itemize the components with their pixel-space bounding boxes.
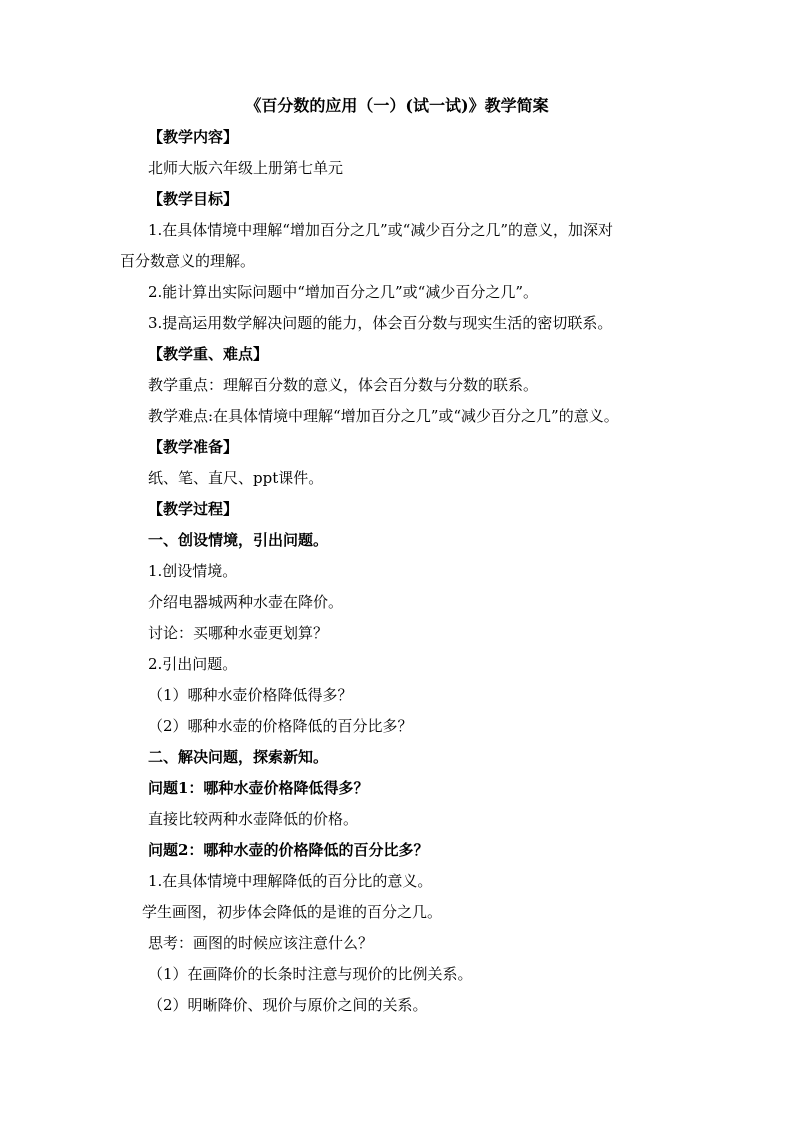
paragraph-line: 讨论：买哪种水壶更划算？ xyxy=(148,624,329,642)
paragraph-line: 2.能计算出实际问题中“增加百分之几”或“减少百分之几”。 xyxy=(148,283,538,301)
paragraph-line: 北师大版六年级上册第七单元 xyxy=(148,159,344,177)
document-title: 《百分数的应用（一）(试一试)》教学简案 xyxy=(245,96,549,115)
paragraph-line: （1）哪种水壶价格降低得多？ xyxy=(148,686,353,704)
heading-teaching-process: 【教学过程】 xyxy=(148,500,239,518)
paragraph-line: 百分数意义的理解。 xyxy=(120,252,256,270)
question-heading: 问题2：哪种水壶的价格降低的百分比多？ xyxy=(148,841,429,859)
heading-key-points: 【教学重、难点】 xyxy=(148,345,269,363)
paragraph-line: 纸、笔、直尺、ppt课件。 xyxy=(148,469,324,487)
paragraph-line: 教学重点：理解百分数的意义，体会百分数与分数的联系。 xyxy=(148,376,539,394)
paragraph-line: （2）哪种水壶的价格降低的百分比多？ xyxy=(148,717,413,735)
section-heading: 一、创设情境，引出问题。 xyxy=(148,531,329,549)
paragraph-line: （2）明晰降价、现价与原价之间的关系。 xyxy=(148,996,428,1014)
heading-teaching-goals: 【教学目标】 xyxy=(148,190,239,208)
paragraph-line: 1.在具体情境中理解降低的百分比的意义。 xyxy=(148,872,433,890)
paragraph-line: 直接比较两种水壶降低的价格。 xyxy=(148,810,359,828)
paragraph-line: 思考：画图的时候应该注意什么？ xyxy=(148,934,374,952)
heading-preparation: 【教学准备】 xyxy=(148,438,239,456)
paragraph-line: 3.提高运用数学解决问题的能力，体会百分数与现实生活的密切联系。 xyxy=(148,314,613,332)
paragraph-line: 介绍电器城两种水壶在降价。 xyxy=(148,593,344,611)
paragraph-line: 2.引出问题。 xyxy=(148,655,238,673)
paragraph-line: 教学难点:在具体情境中理解“增加百分之几”或“减少百分之几”的意义。 xyxy=(148,407,619,425)
paragraph-line: 学生画图，初步体会降低的是谁的百分之几。 xyxy=(142,903,443,921)
question-heading: 问题1：哪种水壶价格降低得多？ xyxy=(148,779,369,797)
heading-teaching-content: 【教学内容】 xyxy=(148,128,239,146)
paragraph-line: 1.在具体情境中理解“增加百分之几”或“减少百分之几”的意义，加深对 xyxy=(148,221,613,239)
paragraph-line: （1）在画降价的长条时注意与现价的比例关系。 xyxy=(148,965,473,983)
paragraph-line: 1.创设情境。 xyxy=(148,562,238,580)
section-heading: 二、解决问题，探索新知。 xyxy=(148,748,329,766)
